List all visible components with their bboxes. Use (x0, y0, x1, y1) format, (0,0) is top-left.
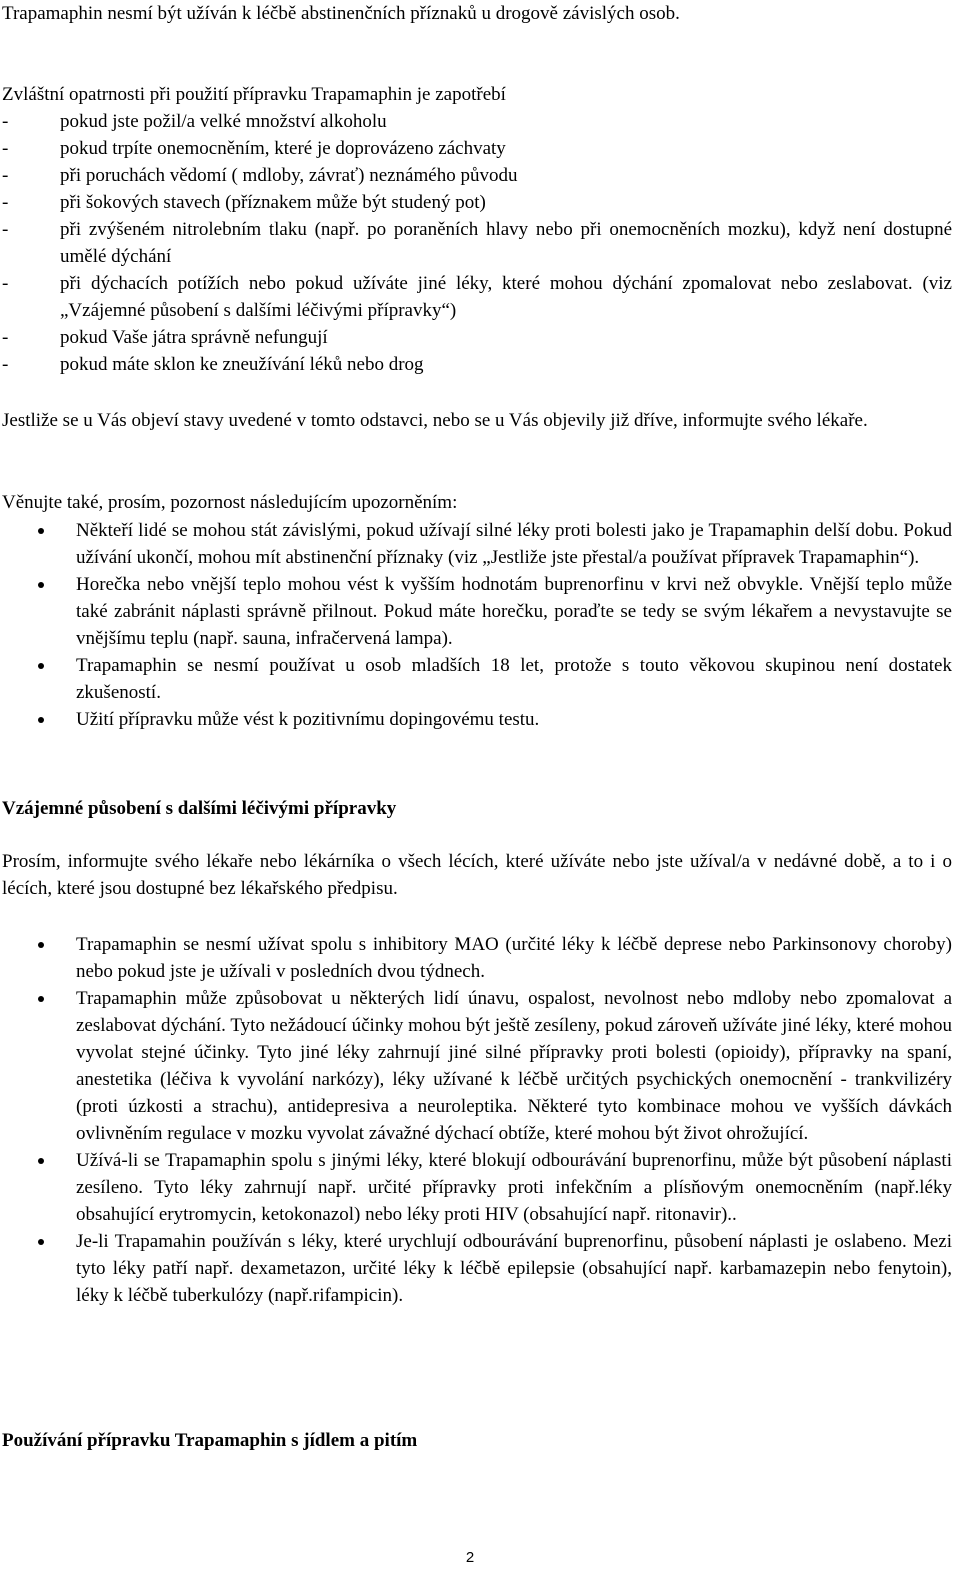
page-number: 2 (465, 1549, 475, 1566)
interactions-heading: Vzájemné působení s dalšími léčivými přípravky (2, 798, 397, 819)
list-item: Horečka nebo vnější teplo mohou vést k vyšším hodnotám buprenorfinu v krvi než obvykle. Vnější teplo může také zabránit náplasti správně přilnout. Pokud máte horečku, poraďte se tedy se svým lékařem a nevystavujte se vnějšímu teplu (např. sauna, infračervená lampa). (2, 571, 952, 652)
list-item: Trapamaphin se nesmí užívat spolu s inhibitory MAO (určité léky k léčbě deprese nebo Parkinsonovy choroby) nebo pokud jste je užívali v posledních dvou týdnech. (2, 931, 952, 985)
list-item: - pokud Vaše játra správně nefungují (2, 324, 952, 351)
list-item: Užívá-li se Trapamaphin spolu s jinými léky, které blokují odbourávání buprenorfinu, může být působení náplasti zesíleno. Tyto léky zahrnují např. určité přípravky proti infekčním a plísňovým onemocněním (např.léky obsahující erytromycin, ketokonazol) nebo léky proti HIV (obsahující např. ritonavir).. (2, 1147, 952, 1228)
dash-marker: - (2, 327, 9, 348)
list-item: Je-li Trapamahin používán s léky, které urychlují odbourávání buprenorfinu, působení náplasti je oslabeno. Mezi tyto léky patří např. dexametazon, určité léky k léčbě epilepsie (obsahující např. karbamazepin nebo fenytoin), léky k léčbě tuberkulózy (např.rifampicin). (2, 1228, 952, 1309)
dash-marker: - (2, 111, 9, 132)
list-item: Trapamaphin se nesmí používat u osob mladších 18 let, protože s touto věkovou skupinou není dostatek zkušeností. (2, 652, 952, 706)
bullet-icon (38, 942, 44, 948)
list-item: - pokud jste požil/a velké množství alkoholu (2, 108, 952, 135)
dash-marker: - (2, 165, 9, 186)
bullet-icon (38, 528, 44, 534)
bullet-icon (38, 996, 44, 1002)
list-item: - pokud trpíte onemocněním, které je doprovázeno záchvaty (2, 135, 952, 162)
list-item: Užití přípravku může vést k pozitivnímu dopingovému testu. (2, 706, 952, 733)
list-item: Někteří lidé se mohou stát závislými, pokud užívají silné léky proti bolesti jako je Trapamaphin delší dobu. Pokud užívání ukončí, mohou mít abstinenční příznaky (viz „Jestliže jste přestal/a používat přípravek Trapamaphin“). (2, 517, 952, 571)
precautions-list (2, 108, 952, 378)
interactions-intro: Prosím, informujte svého lékaře nebo lékárníka o všech lécích, které užíváte nebo jste užíval/a v nedávné době, a to i o lécích, které jsou dostupné bez lékařského předpisu. (2, 851, 952, 899)
top-line: Trapamaphin nesmí být užíván k léčbě abstinenčních příznaků u drogově závislých osob. (2, 3, 680, 24)
list-item: - pokud máte sklon ke zneužívání léků nebo drog (2, 351, 952, 378)
list-item: - při šokových stavech (příznakem může být studený pot) (2, 189, 952, 216)
precautions-heading: Zvláštní opatrnosti při použití přípravku Trapamaphin je zapotřebí (2, 84, 506, 105)
attention-list (2, 517, 952, 733)
bullet-icon (38, 1158, 44, 1164)
attention-intro: Věnujte také, prosím, pozornost následujícím upozorněním: (2, 492, 458, 513)
food-heading: Používání přípravku Trapamaphin s jídlem a pitím (2, 1430, 418, 1451)
list-item: Trapamaphin může způsobovat u některých lidí únavu, ospalost, nevolnost nebo mdloby nebo zpomalovat a zeslabovat dýchání. Tyto nežádoucí účinky mohou být ještě zesíleny, pokud zároveň užíváte jiné léky, které mohou vyvolat stejné účinky. Tyto jiné léky zahrnují jiné silné přípravky proti bolesti (opioidy), přípravky na spaní, anestetika (léčiva k vyvolání narkózy), léky užívané k léčbě určitých psychických onemocnění - trankvilizéry (proti úzkosti a strachu), antidepresiva a neuroleptika. Některé tyto kombinace mohou ve vyšších dávkách ovlivněním regulace v mozku vyvolat závažné dýchací obtíže, které mohou být život ohrožující. (2, 985, 952, 1147)
bullet-icon (38, 717, 44, 723)
dash-marker: - (2, 273, 9, 294)
inform-doctor-paragraph: Jestliže se u Vás objeví stavy uvedené v tomto odstavci, nebo se u Vás objevily již dříve, informujte svého lékaře. (2, 410, 868, 431)
dash-marker: - (2, 138, 9, 159)
dash-marker: - (2, 192, 9, 213)
list-item: - při zvýšeném nitrolebním tlaku (např. po poraněních hlavy nebo při onemocněních mozku), když není dostupné umělé dýchání (2, 216, 952, 270)
bullet-icon (38, 582, 44, 588)
bullet-icon (38, 663, 44, 669)
interactions-list (2, 931, 952, 1309)
dash-marker: - (2, 354, 9, 375)
list-item: - při poruchách vědomí ( mdloby, závrať) neznámého původu (2, 162, 952, 189)
dash-marker: - (2, 219, 9, 240)
bullet-icon (38, 1239, 44, 1245)
list-item: - při dýchacích potížích nebo pokud užíváte jiné léky, které mohou dýchání zpomalovat nebo zeslabovat. (viz „Vzájemné působení s dalšími léčivými přípravky“) (2, 270, 952, 324)
